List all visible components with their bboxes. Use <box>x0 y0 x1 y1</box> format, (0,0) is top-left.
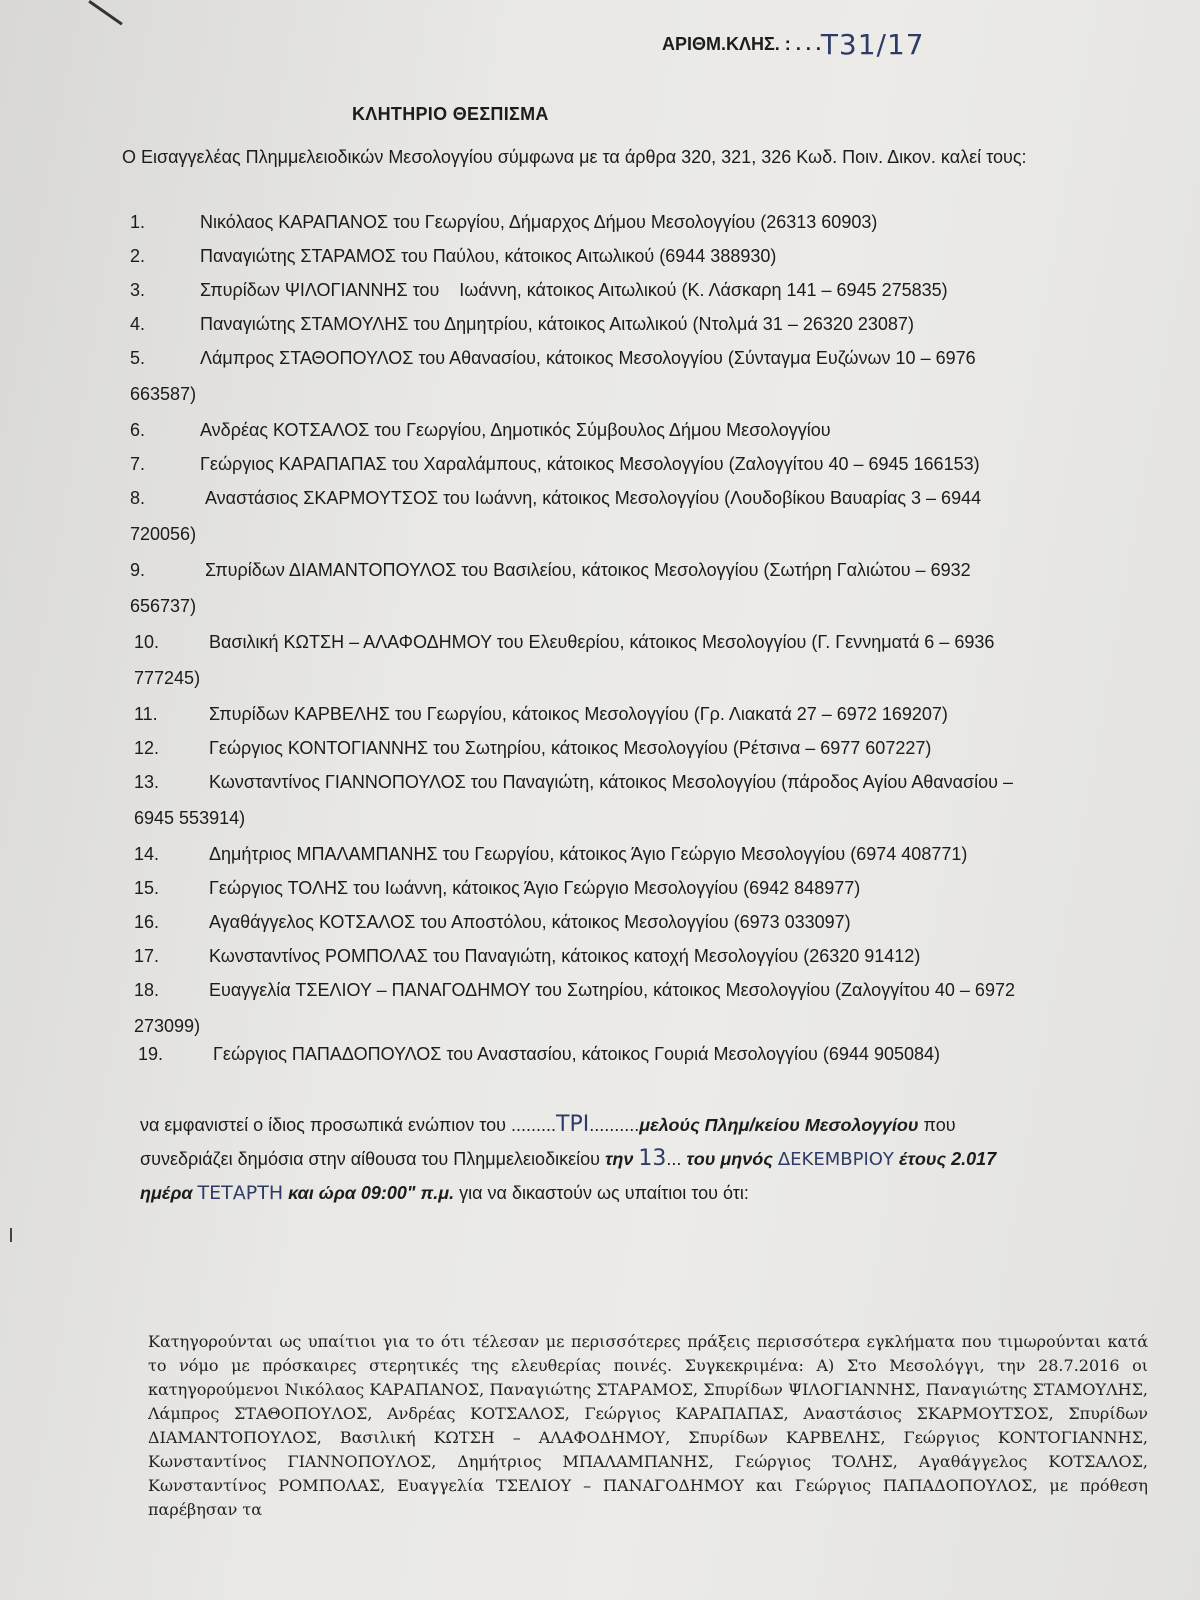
defendant-text: Γεώργιος ΠΑΠΑΔΟΠΟΥΛΟΣ του Αναστασίου, κάτοικος Γουριά Μεσολογγίου (6944 905084) <box>213 1044 940 1064</box>
reference-handwritten-value: Τ31/17 <box>820 28 925 61</box>
reference-number: ΑΡΙΘΜ.ΚΛΗΣ. : . . .Τ31/17 <box>662 28 925 61</box>
defendant-number: 13. <box>134 772 160 792</box>
defendant-number: 12. <box>134 738 160 758</box>
defendant-number: 16. <box>134 912 160 932</box>
handwritten-weekday: ΤΕΤΑΡΤΗ <box>197 1182 284 1204</box>
defendant-number: 17. <box>134 946 160 966</box>
defendant-text: Ευαγγελία ΤΣΕΛΙΟΥ – ΠΑΝΑΓΟΔΗΜΟΥ του Σωτηρίου, κάτοικος Μεσολογγίου (Ζαλογγίτου 40 – 6972 <box>209 980 1015 1000</box>
charges-paragraph: Κατηγορούνται ως υπαίτιοι για το ότι τέλεσαν με περισσότερες πράξεις περισσότερα εγκλήματα που τιμωρούνται κατά το νόμο με πρόσκαιρες στερητικές της ελευθερίας ποινές. Συγκεκριμένα: Α) Στο Μεσολόγγι, την 28.7.2016 οι κατηγορούμενοι Νικόλαος ΚΑΡΑΠΑΝΟΣ, Παναγιώτης ΣΤΑΡΑΜΟΣ, Σπυρίδων ΨΙΛΟΓΙΑΝΝΗΣ, Παναγιώτης ΣΤΑΜΟΥΛΗΣ, Λάμπρος ΣΤΑΘΟΠΟΥΛΟΣ, Ανδρέας ΚΟΤΣΑΛΟΣ, Γεώργιος ΚΑΡΑΠΑΠΑΣ, Αναστάσιος ΣΚΑΡΜΟΥΤΣΟΣ, Σπυρίδων ΔΙΑΜΑΝΤΟΠΟΥΛΟΣ, Βασιλική ΚΩΤΣΗ – ΑΛΑΦΟΔΗΜΟΥ, Σπυρίδων ΚΑΡΒΕΛΗΣ, Γεώργιος ΚΟΝΤΟΓΙΑΝΝΗΣ, Κωνσταντίνος ΓΙΑΝΝΟΠΟΥΛΟΣ, Δημήτριος ΜΠΑΛΑΜΠΑΝΗΣ, Γεώργιος ΤΟΛΗΣ, Αγαθάγγελος ΚΟΤΣΑΛΟΣ, Κωνσταντίνος ΡΟΜΠΟΛΑΣ, Ευαγγελία ΤΣΕΛΙΟΥ – ΠΑΝΑΓΟΔΗΜΟΥ και Γεώργιος ΠΑΠΑΔΟΠΟΥΛΟΣ, με πρόθεση παρέβησαν τα <box>148 1332 1148 1519</box>
defendant-text: Νικόλαος ΚΑΡΑΠΑΝΟΣ του Γεωργίου, Δήμαρχος Δήμου Μεσολογγίου (26313 60903) <box>200 212 878 232</box>
defendant-text-continued: 720056) <box>130 524 197 544</box>
defendant-text: Σπυρίδων ΚΑΡΒΕΛΗΣ του Γεωργίου, κάτοικος Μεσολογγίου (Γρ. Λιακατά 27 – 6972 169207) <box>209 704 948 724</box>
margin-mark <box>10 1228 12 1242</box>
defendant-text: Κωνσταντίνος ΓΙΑΝΝΟΠΟΥΛΟΣ του Παναγιώτη, κάτοικος Μεσολογγίου (πάροδος Αγίου Αθανασίου – <box>209 772 1014 792</box>
defendant-text-continued: 6945 553914) <box>134 808 246 828</box>
defendant-text: Γεώργιος ΚΑΡΑΠΑΠΑΣ του Χαραλάμπους, κάτοικος Μεσολογγίου (Ζαλογγίτου 40 – 6945 166153) <box>200 454 980 474</box>
defendant-text: Παναγιώτης ΣΤΑΜΟΥΛΗΣ του Δημητρίου, κάτοικος Αιτωλικού (Ντολμά 31 – 26320 23087) <box>200 314 914 334</box>
defendant-text: Γεώργιος ΚΟΝΤΟΓΙΑΝΝΗΣ του Σωτηρίου, κάτοικος Μεσολογγίου (Ρέτσινα – 6977 607227) <box>209 738 932 758</box>
defendant-number: 3. <box>130 280 146 300</box>
reference-label: ΑΡΙΘΜ.ΚΛΗΣ. : <box>662 34 796 54</box>
defendant-text: Αγαθάγγελος ΚΟΤΣΑΛΟΣ του Αποστόλου, κάτοικος Μεσολογγίου (6973 033097) <box>209 912 851 932</box>
defendant-number: 7. <box>130 454 146 474</box>
year: 2.017 <box>951 1149 997 1169</box>
defendant-number: 15. <box>134 878 160 898</box>
defendant-number: 10. <box>134 632 160 652</box>
handwritten-day: 13 <box>638 1146 667 1171</box>
defendant-number: 2. <box>130 246 146 266</box>
defendant-text-continued: 663587) <box>130 384 197 404</box>
defendant-text: Γεώργιος ΤΟΛΗΣ του Ιωάννη, κάτοικος Άγιο Γεώργιο Μεσολογγίου (6942 848977) <box>209 878 861 898</box>
defendant-text-continued: 656737) <box>130 596 197 616</box>
defendant-text: Αναστάσιος ΣΚΑΡΜΟΥΤΣΟΣ του Ιωάννη, κάτοικος Μεσολογγίου (Λουδοβίκου Βαυαρίας 3 – 6944 <box>205 488 982 508</box>
summons-line-3: ημέρα ΤΕΤΑΡΤΗ και ώρα 09:00" π.μ. για να δικαστούν ως υπαίτιοι του ότι: <box>140 1182 749 1204</box>
defendant-text: Ανδρέας ΚΟΤΣΑΛΟΣ του Γεωργίου, Δημοτικός Σύμβουλος Δήμου Μεσολογγίου <box>200 420 831 440</box>
document-intro: Ο Εισαγγελέας Πλημμελειοδικών Μεσολογγίου σύμφωνα με τα άρθρα 320, 321, 326 Κωδ. Ποιν. Δικον. καλεί τους: <box>122 147 1027 167</box>
defendant-text: Σπυρίδων ΔΙΑΜΑΝΤΟΠΟΥΛΟΣ του Βασιλείου, κάτοικος Μεσολογγίου (Σωτήρη Γαλιώτου – 6932 <box>205 560 971 580</box>
defendant-number: 6. <box>130 420 146 440</box>
defendant-number: 14. <box>134 844 160 864</box>
defendant-number: 5. <box>130 348 146 368</box>
defendant-number: 1. <box>130 212 146 232</box>
defendant-text: Σπυρίδων ΨΙΛΟΓΙΑΝΝΗΣ του Ιωάννη, κάτοικος Αιτωλικού (Κ. Λάσκαρη 141 – 6945 275835) <box>200 280 948 300</box>
summons-line-1: να εμφανιστεί ο ίδιος προσωπικά ενώπιον του .........ΤΡΙ..........μελούς Πλημ/κείου Μεσολογγίου που <box>140 1112 956 1137</box>
defendant-text: Βασιλική ΚΩΤΣΗ – ΑΛΑΦΟΔΗΜΟΥ του Ελευθερίου, κάτοικος Μεσολογγίου (Γ. Γεννηματά 6 – 6936 <box>209 632 995 652</box>
defendant-number: 4. <box>130 314 146 334</box>
defendant-number: 11. <box>134 704 158 724</box>
defendant-text-continued: 777245) <box>134 668 201 688</box>
scratch-mark <box>88 0 122 25</box>
defendant-number: 8. <box>130 488 146 508</box>
handwritten-court-size: ΤΡΙ <box>556 1112 590 1137</box>
defendant-number: 19. <box>138 1044 164 1064</box>
defendant-text: Δημήτριος ΜΠΑΛΑΜΠΑΝΗΣ του Γεωργίου, κάτοικος Άγιο Γεώργιο Μεσολογγίου (6974 408771) <box>209 844 968 864</box>
defendant-text-continued: 273099) <box>134 1016 201 1036</box>
defendant-text: Κωνσταντίνος ΡΟΜΠΟΛΑΣ του Παναγιώτη, κάτοικος κατοχή Μεσολογγίου (26320 91412) <box>209 946 921 966</box>
defendant-number: 9. <box>130 560 146 580</box>
handwritten-month: ΔΕΚΕΜΒΡΙΟΥ <box>777 1149 894 1170</box>
summons-line-2: συνεδριάζει δημόσια στην αίθουσα του Πλημμελειοδικείου την 13... του μηνός ΔΕΚΕΜΒΡΙΟΥ έτους 2.017 <box>140 1146 997 1171</box>
document-title: ΚΛΗΤΗΡΙΟ ΘΕΣΠΙΣΜΑ <box>352 104 549 124</box>
defendant-number: 18. <box>134 980 160 1000</box>
defendant-text: Παναγιώτης ΣΤΑΡΑΜΟΣ του Παύλου, κάτοικος Αιτωλικού (6944 388930) <box>200 246 777 266</box>
defendant-text: Λάμπρος ΣΤΑΘΟΠΟΥΛΟΣ του Αθανασίου, κάτοικος Μεσολογγίου (Σύνταγμα Ευζώνων 10 – 6976 <box>200 348 976 368</box>
